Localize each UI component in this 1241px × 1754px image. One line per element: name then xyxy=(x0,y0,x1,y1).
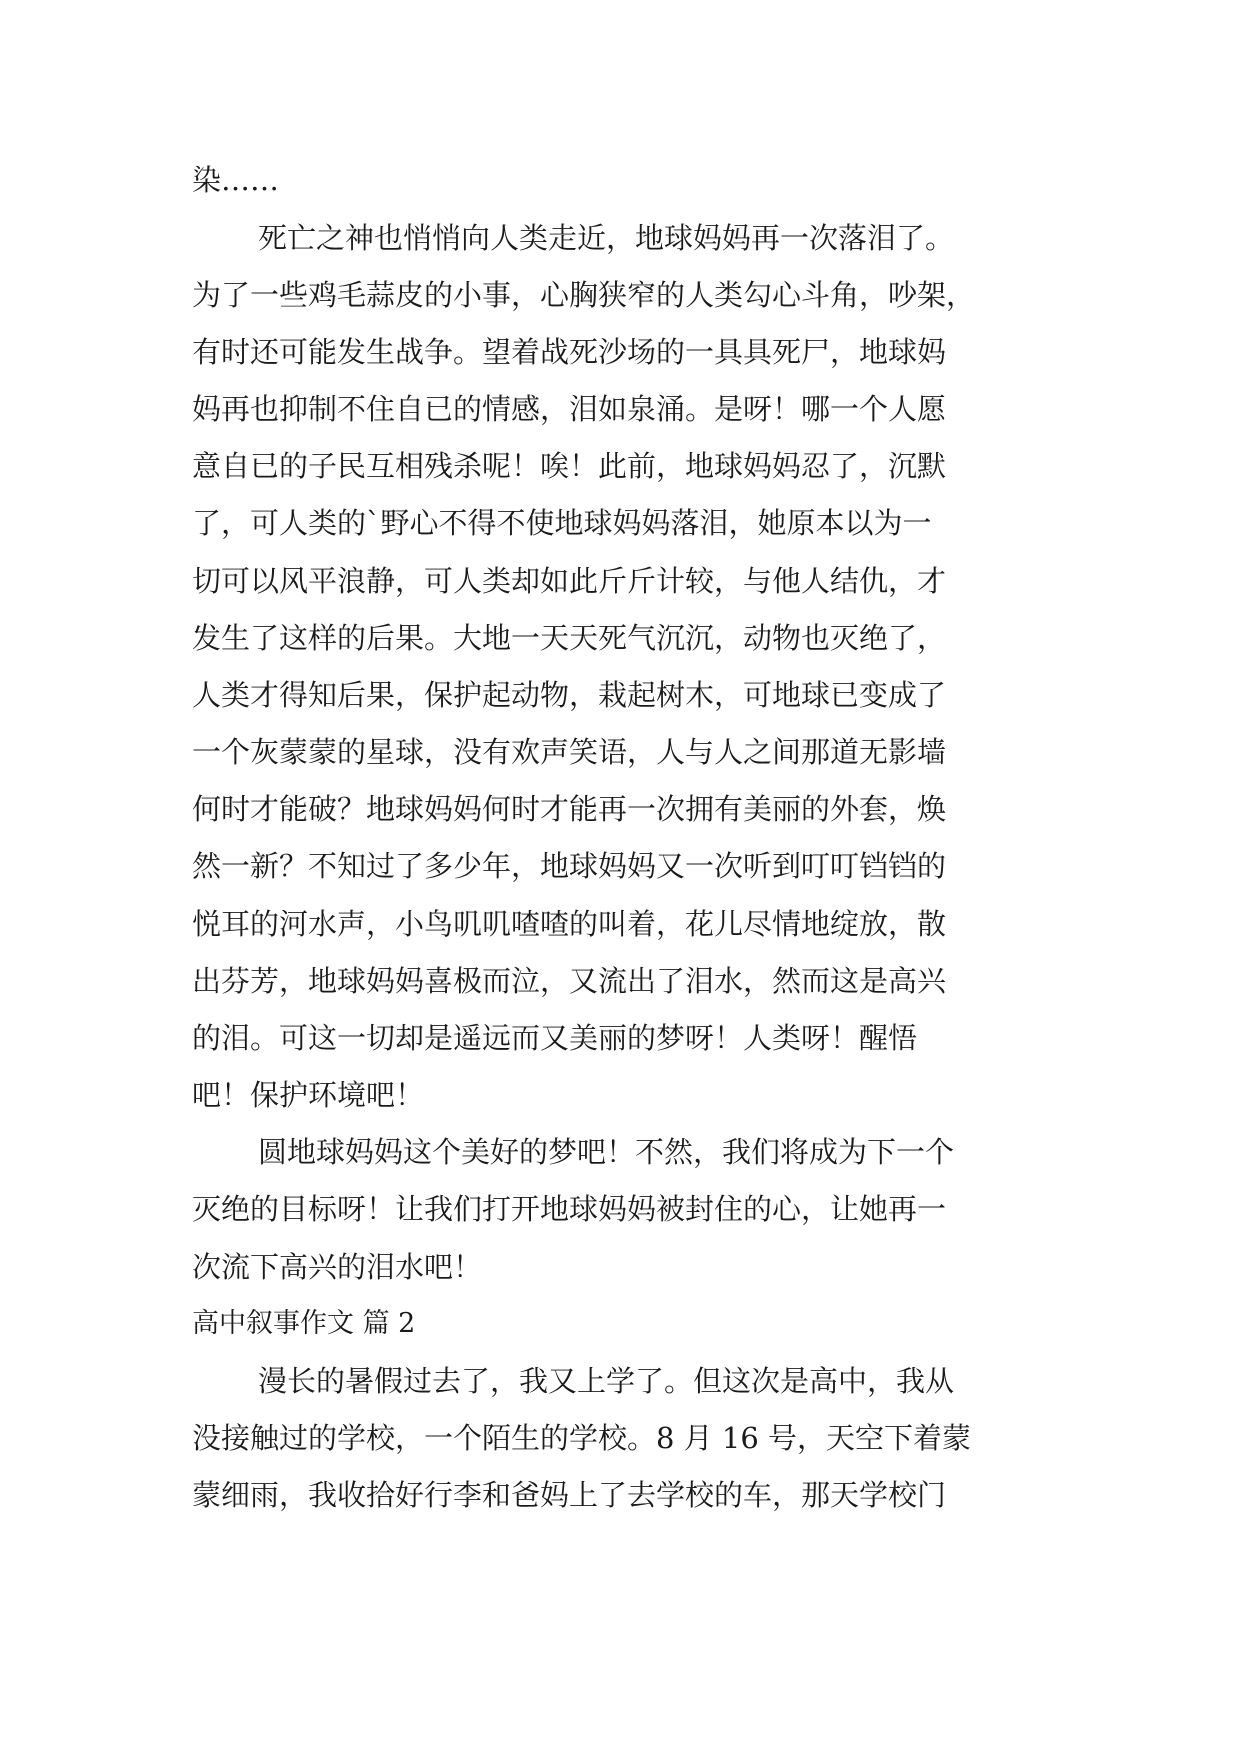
text-line: 了，可人类的`野心不得不使地球妈妈落泪，她原本以为一 xyxy=(192,506,932,540)
text-line: 的泪。可这一切却是遥远而又美丽的梦呀！人类呀！醒悟 xyxy=(192,1021,918,1055)
text-line: 灭绝的目标呀！让我们打开地球妈妈被封住的心，让她再一 xyxy=(192,1192,947,1226)
text-line: 没接触过的学校，一个陌生的学校。8 月 16 号，天空下着蒙 xyxy=(192,1421,972,1455)
text-line: 一个灰蒙蒙的星球，没有欢声笑语，人与人之间那道无影墙 xyxy=(192,735,947,769)
text-line: 染…… xyxy=(192,163,280,197)
text-line: 有时还可能发生战争。望着战死沙场的一具具死尸，地球妈 xyxy=(192,335,947,369)
text-line: 为了一些鸡毛蒜皮的小事，心胸狭窄的人类勾心斗角，吵架， xyxy=(192,278,976,312)
text-line: 何时才能破？地球妈妈何时才能再一次拥有美丽的外套，焕 xyxy=(192,792,947,826)
paragraph-first-line: 死亡之神也悄悄向人类走近，地球妈妈再一次落泪了。 xyxy=(258,221,955,255)
text-line: 人类才得知后果，保护起动物，栽起树木，可地球已变成了 xyxy=(192,678,947,712)
paragraph-first-line: 漫长的暑假过去了，我又上学了。但这次是高中，我从 xyxy=(258,1364,955,1398)
text-line: 然一新？不知过了多少年，地球妈妈又一次听到叮叮铛铛的 xyxy=(192,849,947,883)
text-line: 次流下高兴的泪水吧！ xyxy=(192,1250,483,1284)
paragraph-first-line: 圆地球妈妈这个美好的梦吧！不然，我们将成为下一个 xyxy=(258,1135,955,1169)
text-line: 悦耳的河水声，小鸟叽叽喳喳的叫着，花儿尽情地绽放，散 xyxy=(192,907,947,941)
section-heading: 高中叙事作文 篇 2 xyxy=(192,1308,416,1339)
text-line: 意自已的子民互相残杀呢！唉！此前，地球妈妈忍了，沉默 xyxy=(192,449,947,483)
text-line: 出芬芳，地球妈妈喜极而泣，又流出了泪水，然而这是高兴 xyxy=(192,964,947,998)
text-line: 蒙细雨，我收拾好行李和爸妈上了去学校的车，那天学校门 xyxy=(192,1478,947,1512)
text-line: 妈再也抑制不住自已的情感，泪如泉涌。是呀！哪一个人愿 xyxy=(192,392,947,426)
text-line: 发生了这样的后果。大地一天天死气沉沉，动物也灭绝了， xyxy=(192,621,947,655)
text-line: 切可以风平浪静，可人类却如此斤斤计较，与他人结仇，才 xyxy=(192,564,947,598)
text-line: 吧！保护环境吧！ xyxy=(192,1078,425,1112)
